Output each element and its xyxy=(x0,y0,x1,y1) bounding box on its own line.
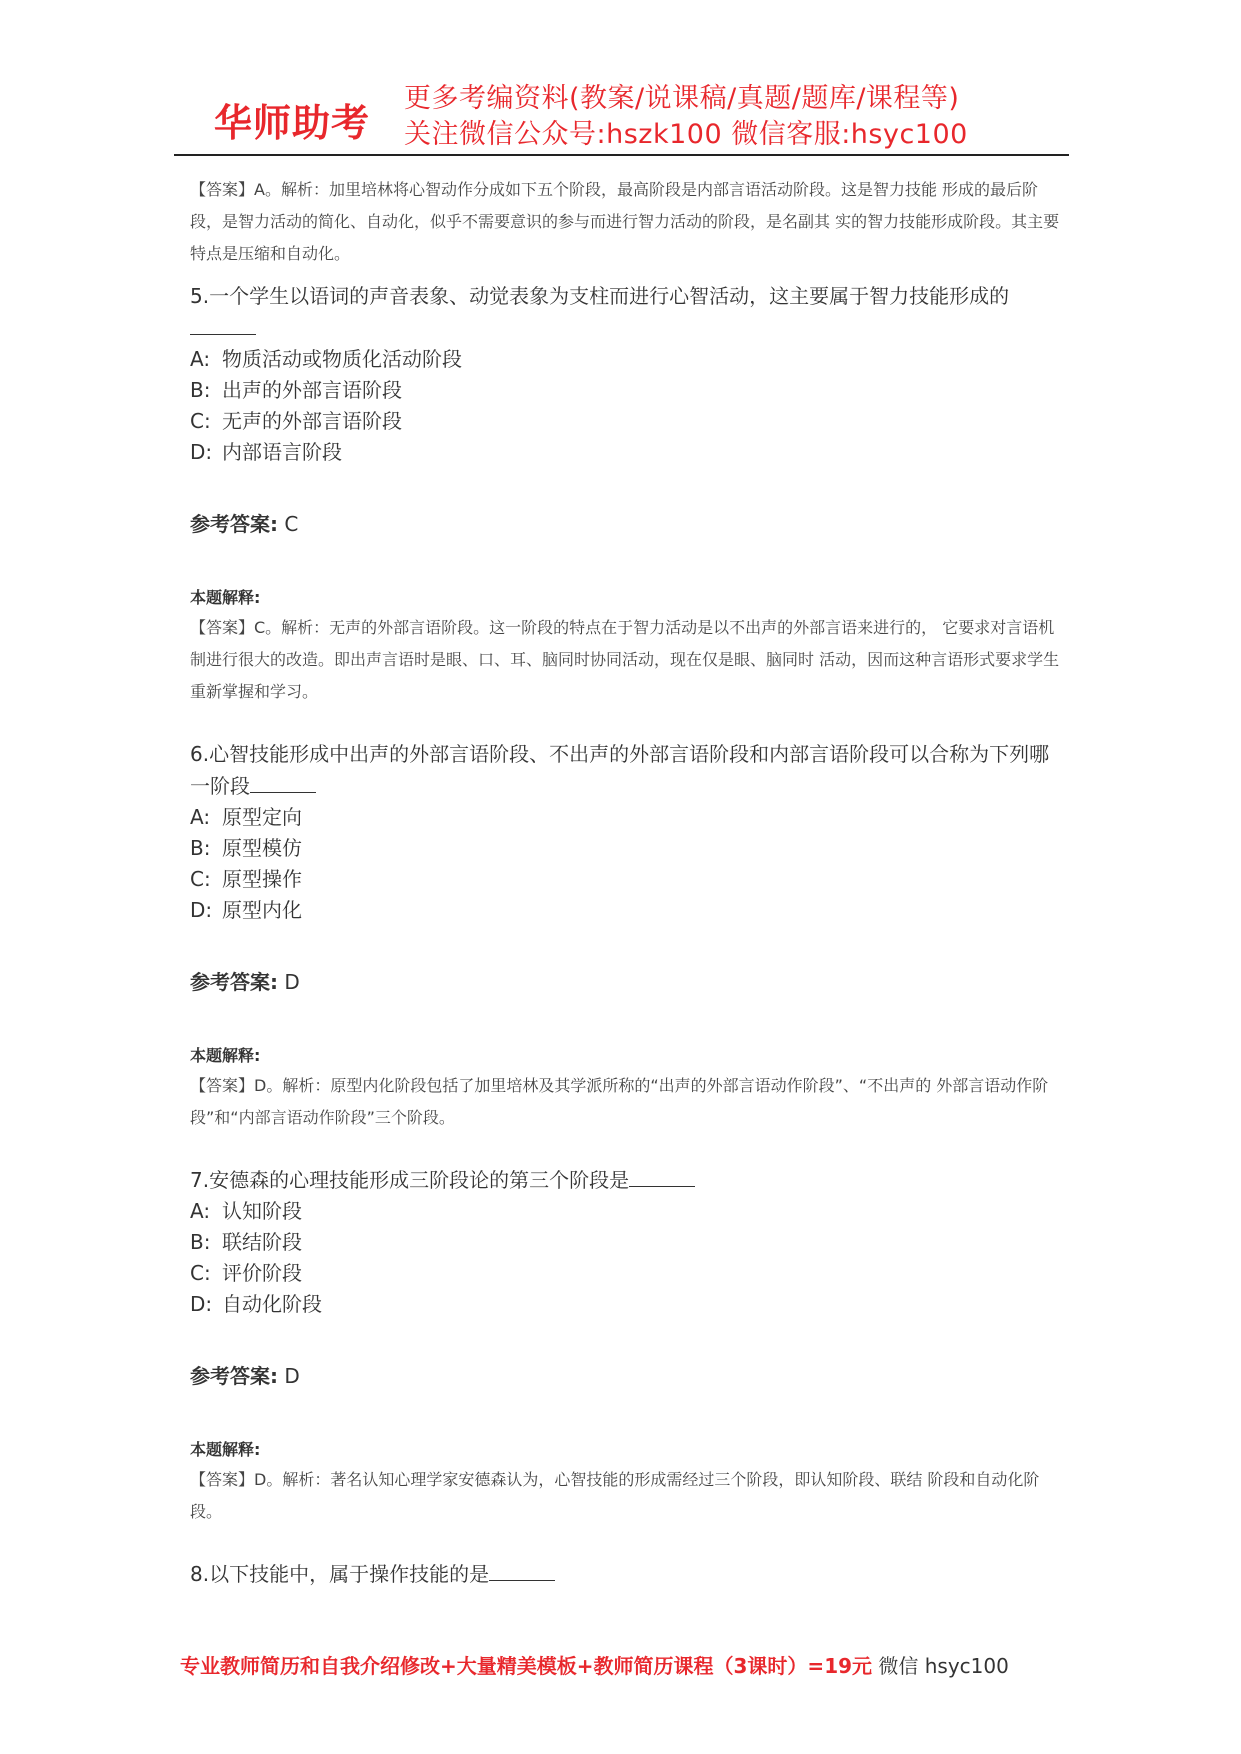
option-a: A: 原型定向 xyxy=(190,805,302,829)
answer-blank xyxy=(629,1168,695,1187)
option-b: B: 出声的外部言语阶段 xyxy=(190,378,402,402)
question-stem: 6.心智技能形成中出声的外部言语阶段、不出声的外部言语阶段和内部言语阶段可以合称为下列哪一阶段 xyxy=(190,742,1050,798)
question-stem: 7.安德森的心理技能形成三阶段论的第三个阶段是 xyxy=(190,1164,1060,1196)
footer-contact: 微信 hsyc100 xyxy=(872,1654,1009,1678)
promo-footer xyxy=(180,1650,1080,1679)
header-divider xyxy=(174,154,1069,156)
answer-blank xyxy=(250,774,316,793)
answer-blank xyxy=(190,316,256,335)
question-6 xyxy=(190,738,1060,1134)
previous-question-explanation: 【答案】A。解析：加里培林将心智动作分成如下五个阶段，最高阶段是内部言语活动阶段。这是智力技能 形成的最后阶段，是智力活动的简化、自动化，似乎不需要意识的参与而进行智力活动的阶段，是名副其 实的智力技能形成阶段。其主要特点是压缩和自动化。 xyxy=(190,180,1060,263)
reference-answer: 参考答案: C xyxy=(190,512,299,536)
option-c: C: 评价阶段 xyxy=(190,1261,302,1285)
header-slogan-line2: 关注微信公众号:hszk100 微信客服:hsyc100 xyxy=(404,119,968,150)
option-c: C: 原型操作 xyxy=(190,867,302,891)
option-d: D: 原型内化 xyxy=(190,898,302,922)
question-8 xyxy=(190,1558,1060,1590)
option-a: A: 认知阶段 xyxy=(190,1199,302,1223)
option-b: B: 联结阶段 xyxy=(190,1230,302,1254)
document-body xyxy=(190,174,1060,1590)
question-7 xyxy=(190,1164,1060,1528)
reference-answer: 参考答案: D xyxy=(190,1364,300,1388)
option-d: D: 自动化阶段 xyxy=(190,1292,322,1316)
explanation-label: 本题解释: xyxy=(190,1440,261,1459)
question-5 xyxy=(190,280,1060,708)
question-explanation: 【答案】D。解析：著名认知心理学家安德森认为，心智技能的形成需经过三个阶段，即认知阶段、联结 阶段和自动化阶段。 xyxy=(190,1470,1040,1521)
option-c: C: 无声的外部言语阶段 xyxy=(190,409,402,433)
question-stem: 5.一个学生以语词的声音表象、动觉表象为支柱而进行心智活动，这主要属于智力技能形成的 xyxy=(190,280,1060,344)
option-b: B: 原型模仿 xyxy=(190,836,302,860)
explanation-label: 本题解释: xyxy=(190,588,261,607)
question-explanation: 【答案】D。解析：原型内化阶段包括了加里培林及其学派所称的“出声的外部言语动作阶段”、“不出声的 外部言语动作阶段”和“内部言语动作阶段”三个阶段。 xyxy=(190,1076,1049,1127)
brand-logo: 华师助考 xyxy=(214,101,371,145)
reference-answer: 参考答案: D xyxy=(190,970,300,994)
header-slogan-line1: 更多考编资料(教案/说课稿/真题/题库/课程等) xyxy=(404,83,960,114)
footer-promo-text: 专业教师简历和自我介绍修改+大量精美模板+教师简历课程（3课时）=19元 xyxy=(180,1654,873,1678)
page-header xyxy=(174,68,1074,152)
question-stem: 8.以下技能中，属于操作技能的是 xyxy=(190,1558,1060,1590)
option-a: A: 物质活动或物质化活动阶段 xyxy=(190,347,462,371)
question-explanation: 【答案】C。解析：无声的外部言语阶段。这一阶段的特点在于智力活动是以不出声的外部言语来进行的， 它要求对言语机制进行很大的改造。即出声言语时是眼、口、耳、脑同时协同活动，现在仅是眼、脑同时 活动，因而这种言语形式要求学生重新掌握和学习。 xyxy=(190,618,1060,701)
answer-blank xyxy=(489,1562,555,1581)
option-d: D: 内部语言阶段 xyxy=(190,440,342,464)
explanation-label: 本题解释: xyxy=(190,1046,261,1065)
